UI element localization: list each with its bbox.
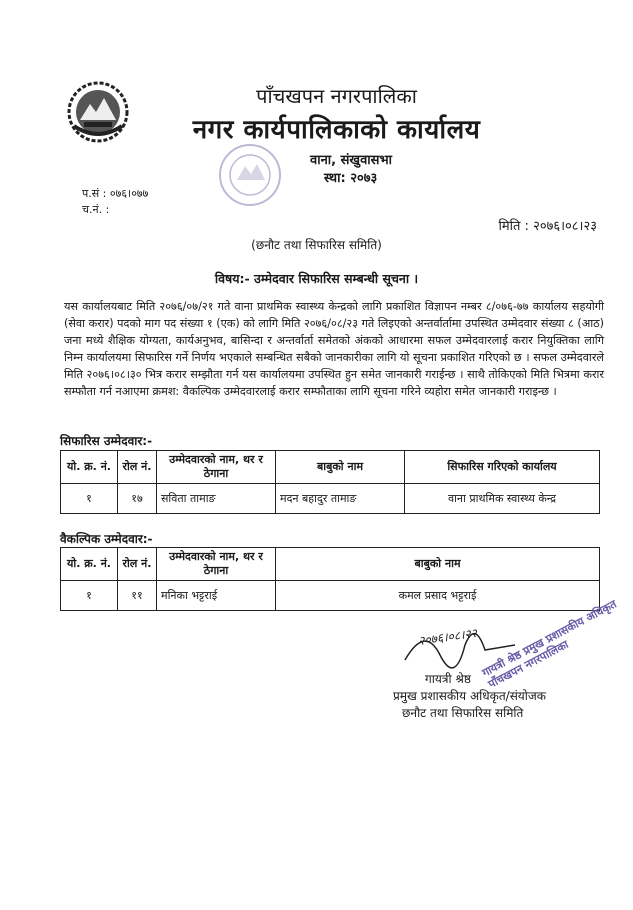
col-header: सिफारिस गरिएको कार्यालय	[405, 451, 600, 484]
cell-father: मदन बहादुर तामाङ	[276, 484, 405, 514]
notice-body: यस कार्यालयबाट मिति २०७६/०७/२१ गते वाना प्राथमिक स्वास्थ्य केन्द्रको लागि प्रकाशित विज्ञापन नम्बर ८/०७६-७७ कार्यालय सहयोगी (सेवा करार) पदको माग पद संख्या १ (एक) को लागि मिति २०७६/०८/२३ गते लिइएको अन्तर्वार्तामा उपस्थित उम्मेदवार संख्या ८ (आठ) जना मध्ये शैक्षिक योग्यता, कार्यअनुभव, बासिन्दा र अन्तर्वार्ता समेतको अंकको आधारमा सफल उम्मेदवारलाई करार नियुक्तिका लागि निम्न कार्यालयमा सिफारिस गर्ने निर्णय भएकाले सम्बन्धित सबैको जानकारीका लागि यो सूचना प्रकाशित गरिएको छ । सफल उम्मेदवारले मिति २०७६।०८।३० भित्र करार सम्झौता गर्न यस कार्यालयमा उपस्थित हुन समेत जानकारी गराईन्छ । साथै तोकिएको मिति भित्रमा करार सम्फौता गर्न नआएमा क्रमश: वैकल्पिक उम्मेदवारलाई करार सम्फौताका लागि सूचना गरिने व्यहोरा समेत जानकारी गराइन्छ ।	[64, 300, 604, 398]
cell-office: वाना प्राथमिक स्वास्थ्य केन्द्र	[405, 484, 600, 514]
recommended-table	[60, 450, 600, 514]
office-name: नगर कार्यपालिकाको कार्यालय	[192, 115, 481, 145]
signature-date: २०७६।०८।२२	[417, 625, 478, 649]
cell-candidate: मनिका भट्टराई	[157, 581, 276, 611]
cell-father: कमल प्रसाद भट्टराई	[276, 581, 600, 611]
recommended-title: सिफारिस उम्मेदवार:-	[60, 434, 153, 448]
notice-date: मिति : २०७६।०८।२३	[498, 219, 597, 234]
col-header: यो. क्र. नं.	[61, 451, 118, 484]
alternate-table	[60, 547, 600, 611]
notice-subject: विषय:- उम्मेदवार सिफारिस सम्बन्धी सूचना ।	[214, 271, 419, 286]
col-header: बाबुको नाम	[276, 451, 405, 484]
col-header: यो. क्र. नं.	[61, 548, 118, 581]
municipality-name: पाँचखपन नगरपालिका	[256, 84, 417, 108]
col-header: बाबुको नाम	[276, 548, 600, 581]
office-seal-icon	[215, 140, 285, 210]
cell-serial: १	[61, 484, 118, 514]
cell-roll: १७	[118, 484, 157, 514]
signatory-name: गायत्री श्रेष्ठ	[425, 672, 471, 686]
committee-heading: (छनौट तथा सिफारिस समिति)	[251, 238, 382, 252]
cell-candidate: सविता तामाङ	[157, 484, 276, 514]
established-year: स्था: २०७३	[324, 171, 378, 186]
col-header: उम्मेदवारको नाम, थर र ठेगाना	[157, 451, 276, 484]
table-row	[61, 484, 600, 514]
stamp-text: गायत्री श्रेष्ठ प्रमुख प्रशासकीय अधिकृत पाँचखपन नगरपालिका	[480, 597, 619, 691]
office-address: वाना, संखुवासभा	[310, 153, 392, 168]
col-header: रोल नं.	[118, 451, 157, 484]
col-header: उम्मेदवारको नाम, थर र ठेगाना	[157, 548, 276, 581]
reference-number: प.सं : ०७६।०७७	[82, 187, 149, 200]
signatory-title: प्रमुख प्रशासकीय अधिकृत/संयोजक	[393, 689, 546, 703]
dispatch-number: च.नं. :	[82, 203, 110, 216]
cell-serial: १	[61, 581, 118, 611]
cell-roll: ११	[118, 581, 157, 611]
col-header: रोल नं.	[118, 548, 157, 581]
table-row	[61, 581, 600, 611]
alternate-title: वैकल्पिक उम्मेदवार:-	[60, 532, 153, 546]
signatory-committee: छनौट तथा सिफारिस समिति	[402, 706, 524, 720]
